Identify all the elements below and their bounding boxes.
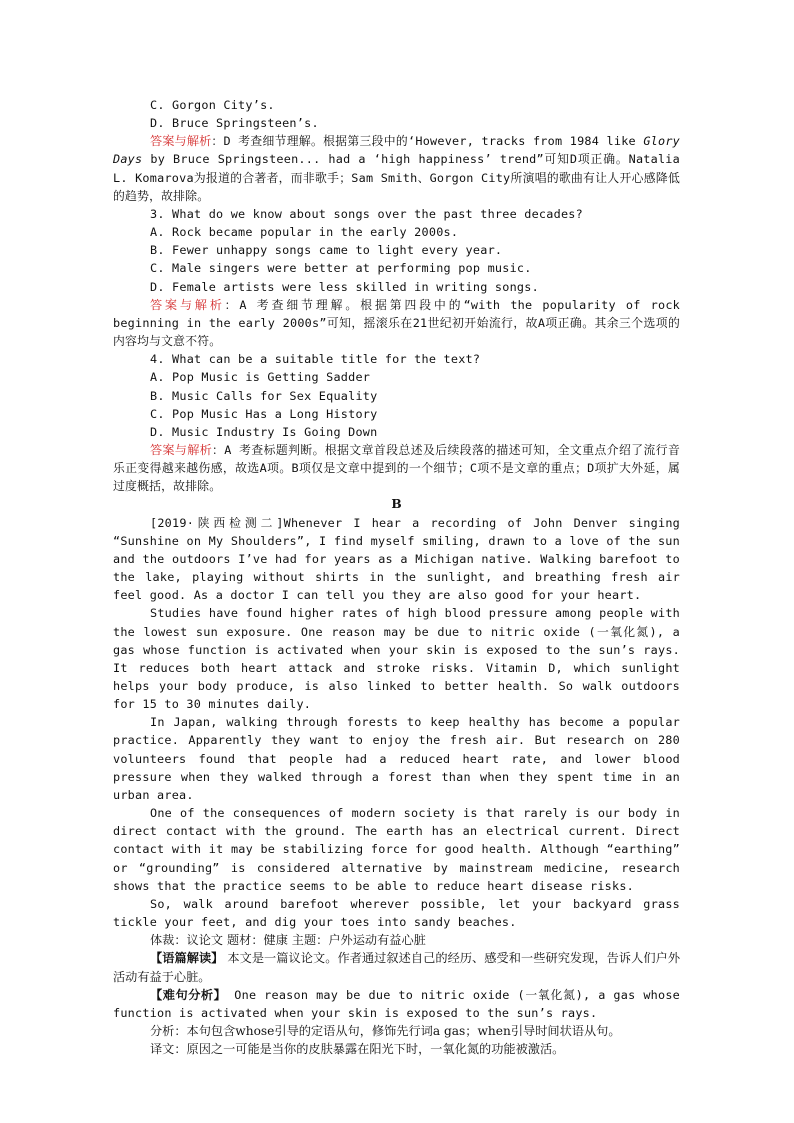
passage-paragraph-1: [2019·陕西检测二]Whenever I hear a recording of John Denver singing “Sunshine on My Shoulders”, I find myself smiling, drawn to a love of the sun and the outdoors I’ve had for years as a Michigan native. Walking barefoot to the lake, playing without shirts in the sunlight, and breathing fresh air feel good. As a doctor I can tell you they are also good for your heart. [113, 515, 680, 603]
q3-answer [113, 296, 680, 350]
answer-label: 答案与解析 [150, 134, 212, 149]
q4-option-d: D. Music Industry Is Going Down [150, 424, 378, 439]
answer-label: 答案与解析 [150, 297, 225, 312]
answer-label: 答案与解析 [150, 442, 213, 457]
difficult-sentence-text: One reason may be due to nitric oxide (一氧化氮), a gas whose function is activated when your skin is exposed to the sun’s rays. [113, 987, 681, 1020]
q2-answer-text-b: by Bruce Springsteen... had a ‘high happiness’ trend”可知D项正确。Natalia L. Komarova为报道的合著者，而非歌手；Sam Smith、Gorgon City所演唱的歌曲有让人开心感降低的趋势，故排除。 [113, 152, 680, 203]
q2-answer-text-a: ：D 考查细节理解。根据第三段中的‘However, tracks from 1984 like [211, 134, 644, 149]
q3-option-d: D. Female artists were less skilled in writing songs. [150, 279, 539, 294]
sentence-translation: 译文：原因之一可能是当你的皮肤暴露在阳光下时，一氧化氮的功能被激活。 [150, 1042, 565, 1057]
q2-answer-song-title: Glory Days [113, 134, 681, 167]
discourse-interpretation [113, 949, 680, 985]
genre-line: 体裁：议论文 题材：健康 主题：户外运动有益心脏 [150, 933, 426, 948]
passage-paragraph-3: In Japan, walking through forests to keep healthy has become a popular practice. Apparently they want to enjoy the fresh air. But research on 280 volunteers found that people had a reduced heart rate, and lower blood pressure when they walked through a forest than when they spent time in an urban area. [113, 715, 680, 802]
passage-paragraph-5: So, walk around barefoot wherever possible, let your backyard grass tickle your feet, and dig your toes into sandy beaches. [113, 896, 680, 930]
passage-paragraph-2: Studies have found higher rates of high blood pressure among people with the lowest sun exposure. One reason may be due to nitric oxide (一氧化氮), a gas whose function is activated when your skin is exposed to the sun’s rays. It reduces both heart attack and stroke risks. Vitamin D, which sunlight helps your body produce, is also linked to better health. So walk outdoors for 15 to 30 minutes daily. [113, 606, 680, 712]
q4-option-a: A. Pop Music is Getting Sadder [150, 370, 371, 385]
q2-answer [113, 132, 680, 205]
difficult-sentence-label: 【难句分析】 [150, 987, 227, 1002]
section-heading: B [391, 497, 402, 512]
q4-answer-text: ：A 考查标题判断。根据文章首段总述及后续段落的描述可知，全文重点介绍了流行音乐正变得越来越伤感，故选A项。B项仅是文章中提到的一个细节；C项不是文章的重点；D项扩大外延，属过度概括，故排除。 [113, 442, 680, 494]
q3-option-a: A. Rock became popular in the early 2000s. [150, 225, 459, 240]
passage-paragraph-4: One of the consequences of modern society is that rarely is our body in direct contact with the ground. The earth has an electrical current. Direct contact with it may be stabilizing force for good health. Although “earthing” or “grounding” is considered alternative by mainstream medicine, research shows that the practice seems to be able to reduce heart disease risks. [113, 806, 680, 893]
sentence-analysis: 分析：本句包含whose引导的定语从句，修饰先行词a gas；when引导时间状语从句。 [150, 1023, 621, 1038]
q3-option-c: C. Male singers were better at performing pop music. [150, 261, 532, 276]
q2-option-c: C. Gorgon City’s. [150, 98, 275, 112]
q3-answer-text: ：A 考查细节理解。根据第四段中的“with the popularity of rock beginning in the early 2000s”可知，摇滚乐在21世纪初开始流行，故A项正确。其余三个选项的内容均与文意不符。 [113, 297, 680, 349]
q3-question: 3. What do we know about songs over the past three decades? [150, 206, 583, 221]
q3-option-b: B. Fewer unhappy songs came to light every year. [150, 243, 503, 258]
difficult-sentence [113, 986, 680, 1022]
q4-option-b: B. Music Calls for Sex Equality [150, 388, 378, 403]
q4-question: 4. What can be a suitable title for the text? [150, 352, 481, 367]
document-body [113, 96, 680, 1058]
q2-option-d: D. Bruce Springsteen’s. [150, 116, 319, 131]
interpretation-text: 本文是一篇议论文。作者通过叙述自己的经历、感受和一些研究发现，告诉人们户外活动有益于心脏。 [113, 951, 681, 984]
interpretation-label: 【语篇解读】 [150, 951, 224, 966]
q4-answer [113, 441, 680, 495]
q4-option-c: C. Pop Music Has a Long History [150, 406, 378, 421]
